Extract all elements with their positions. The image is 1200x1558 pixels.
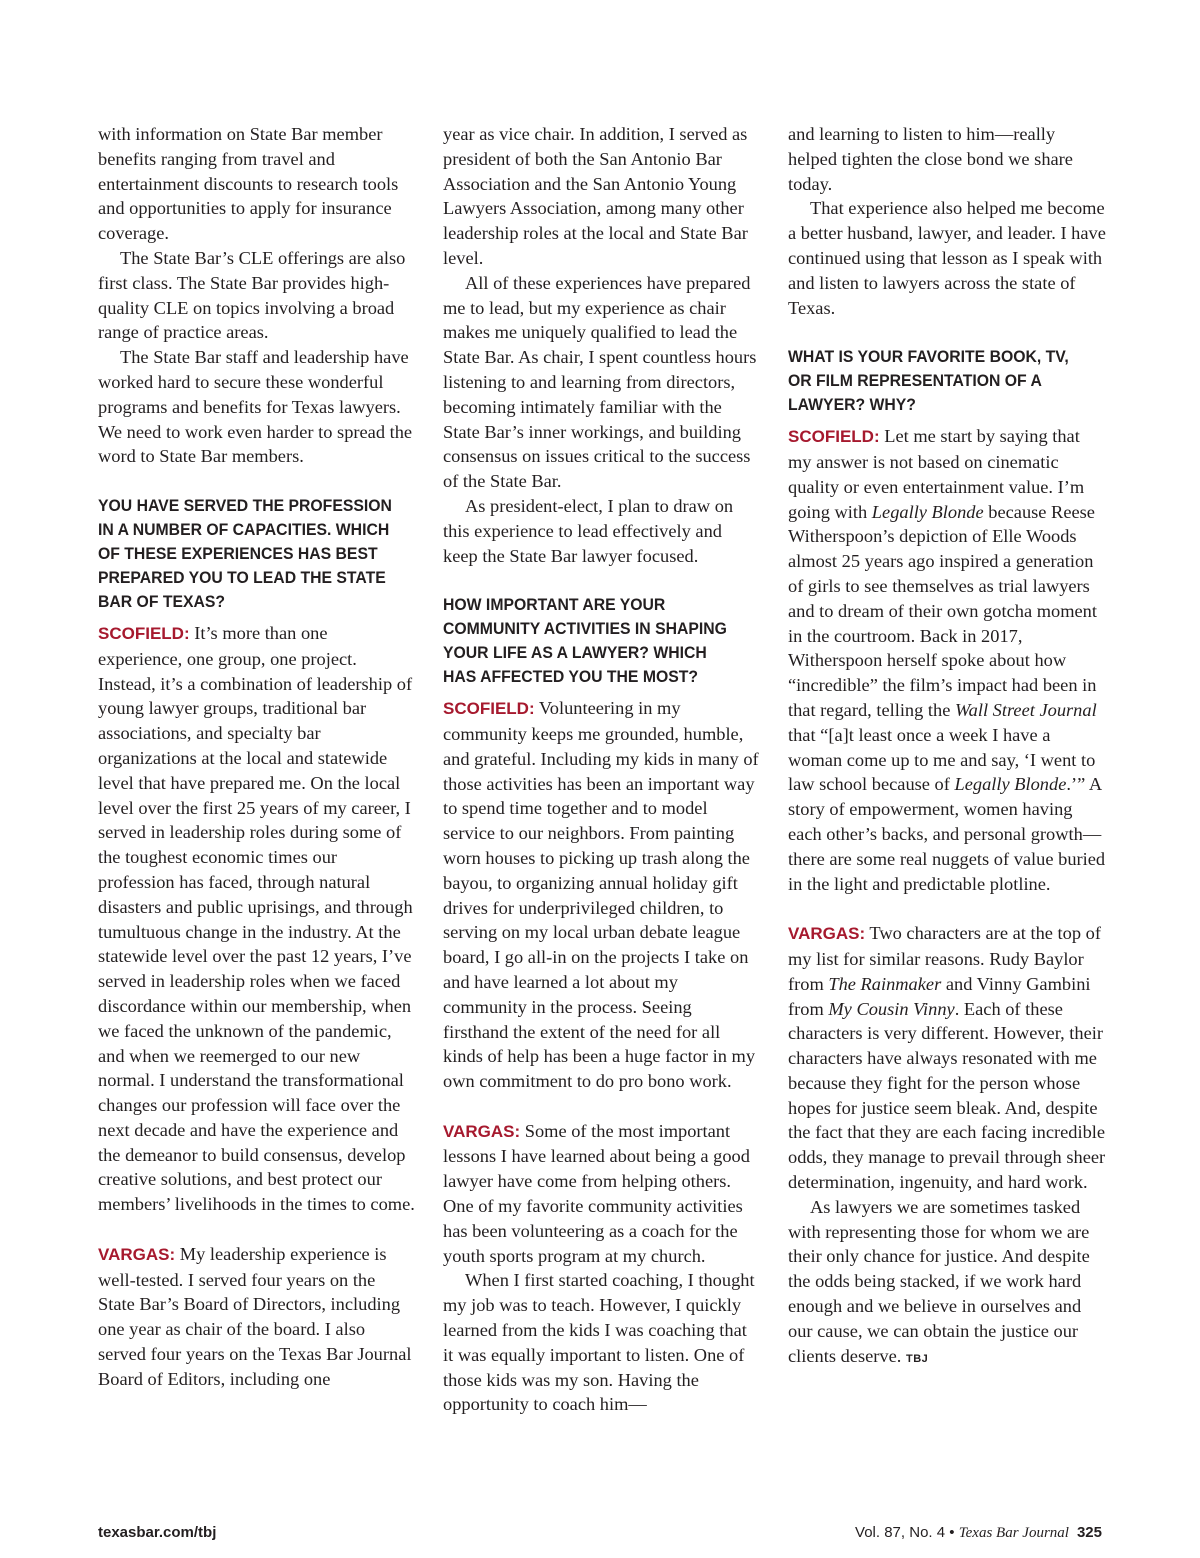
- column-2: [443, 122, 761, 1417]
- question-heading: WHAT IS YOUR FAVORITE BOOK, TV, OR FILM REPRESENTATION OF A LAWYER? WHY?: [788, 347, 1069, 415]
- film-title: Legally Blonde: [954, 774, 1067, 795]
- speaker-label: VARGAS:: [98, 1244, 176, 1264]
- closing-text: As lawyers we are sometimes tasked with representing those for whom we are their only chance for justice. And despite the odds being stacked, if we work hard enough and we believe in ourselves and our cause, we can obtain the justice our clients deserve.: [788, 1196, 1090, 1366]
- body-paragraph: The State Bar’s CLE offerings are also first class. The State Bar provides high-quality CLE on topics involving a broad range of practice areas.: [98, 247, 406, 343]
- speaker-label: SCOFIELD:: [443, 699, 535, 719]
- answer-text: Volunteering in my community keeps me grounded, humble, and grateful. Including my kids in many of those activities has been an important way to spend time together and to model service to our neighbors. From painting worn houses to picking up trash along the bayou, to organizing annual holiday gift drives for underprivileged children, to serving on my local urban debate league board, I go all-in on the projects I take on and have learned a lot about my community in the process. Seeing firsthand the extent of the need for all kinds of help has been a huge factor in my own commitment to do pro bono work.: [443, 698, 759, 1092]
- body-paragraph: All of these experiences have prepared me to lead, but my experience as chair makes me uniquely qualified to lead the State Bar. As chair, I spent countless hours listening to and learning from directors, becoming intimately familiar with the State Bar’s inner workings, and building consensus on issues critical to the success of the State Bar.: [443, 272, 757, 492]
- speaker-label: VARGAS:: [443, 1121, 521, 1141]
- answer-text: that “[a]t least once a week I have a woman come up to me and say, ‘I went to law school because of: [788, 724, 1096, 795]
- answer-text: . Each of these characters is very different. However, their characters have always resonated with me because they fight for the person whose hopes for justice seem bleak. And, despite the fact that they are each facing incredible odds, they manage to prevail through sheer determination, ingenuity, and hard work.: [788, 998, 1106, 1193]
- column-3: [788, 122, 1106, 1371]
- answer-paragraph: [788, 424, 1106, 896]
- answer-paragraph: [443, 696, 761, 1094]
- body-paragraph: The State Bar staff and leadership have worked hard to secure these wonderful programs and benefits for Texas lawyers. We need to work even harder to spread the word to State Bar members.: [98, 347, 413, 467]
- footer-url: texasbar.com/tbj: [98, 1524, 217, 1541]
- answer-text: Let me start by saying that my answer is not based on cinematic quality or even entertainment value. I’m going with: [788, 426, 1085, 522]
- body-paragraph: [788, 1195, 1106, 1372]
- body-paragraph: That experience also helped me become a better husband, lawyer, and leader. I have continued using that lesson as I speak with and listen to lawyers across the state of Texas.: [788, 198, 1106, 318]
- answer-paragraph: [443, 1119, 761, 1269]
- answer-paragraph: [98, 1242, 416, 1392]
- question-heading: HOW IMPORTANT ARE YOUR COMMUNITY ACTIVITIES IN SHAPING YOUR LIFE AS A LAWYER? WHICH HAS AFFECTED YOU THE MOST?: [443, 595, 727, 687]
- body-paragraph: and learning to listen to him—really helped tighten the close bond we share today.: [788, 124, 1073, 194]
- answer-paragraph: [98, 621, 416, 1217]
- body-paragraph: year as vice chair. In addition, I served as president of both the San Antonio Bar Association and the San Antonio Young Lawyers Association, among many other leadership roles at the local and State Bar level.: [443, 124, 748, 268]
- answer-text: Two characters are at the top of my list for similar reasons. Rudy Baylor from: [788, 923, 1101, 994]
- body-paragraph: When I first started coaching, I thought my job was to teach. However, I quickly learned from the kids I was coaching that it was equally important to listen. One of those kids was my son. Having the opportunity to coach him—: [443, 1270, 755, 1415]
- end-mark: TBJ: [905, 1352, 929, 1365]
- answer-text: because Reese Witherspoon’s depiction of Elle Woods almost 25 years ago inspired a generation of girls to see themselves as trial lawyers and to dream of their own gotcha moment in the courtroom. Back in 2017, Witherspoon herself spoke about how “incredible” the film’s impact had been in that regard, telling the: [788, 501, 1097, 720]
- speaker-label: VARGAS:: [788, 924, 866, 944]
- answer-text: It’s more than one experience, one group, one project. Instead, it’s a combination of leadership of young lawyer groups, traditional bar associations, and specialty bar organizations at the local and statewide level that have prepared me. On the local level over the first 25 years of my career, I served in leadership roles during some of the toughest economic times our profession has faced, through natural disasters and public uprisings, and through tumultuous change in the industry. At the statewide level over the past 12 years, I’ve served in leadership roles when we faced discordance within our membership, when we faced the unknown of the pandemic, and when we reemerged to our new normal. I understand the transformational changes our profession will face over the next decade and have the experience and the demeanor to build consensus, develop creative solutions, and best protect our members’ livelihoods in the times to come.: [98, 622, 415, 1215]
- body-paragraph: with information on State Bar member benefits ranging from travel and entertainment discounts to research tools and opportunities to apply for insurance coverage.: [98, 124, 399, 244]
- answer-text: Some of the most important lessons I have learned about being a good lawyer have come from helping others. One of my favorite community activities has been volunteering as a coach for the youth sports program at my church.: [443, 1120, 750, 1266]
- footer-folio: [855, 1524, 1102, 1542]
- journal-name: Texas Bar Journal: [958, 1525, 1069, 1541]
- answer-text: and Vinny Gambini from: [788, 973, 1091, 1019]
- publication-title: Wall Street Journal: [955, 699, 1097, 720]
- film-title: My Cousin Vinny: [828, 998, 955, 1019]
- body-paragraph: As president-elect, I plan to draw on this experience to lead effectively and keep the State Bar lawyer focused.: [443, 495, 734, 566]
- film-title: The Rainmaker: [828, 973, 942, 994]
- question-heading: YOU HAVE SERVED THE PROFESSION IN A NUMBER OF CAPACITIES. WHICH OF THESE EXPERIENCES HAS BEST PREPARED YOU TO LEAD THE STATE BAR OF TEXAS?: [98, 495, 392, 611]
- answer-text: .’” A story of empowerment, women having each other’s backs, and personal growth—there are some real nuggets of value buried in the light and predictable plotline.: [788, 774, 1106, 894]
- speaker-label: SCOFIELD:: [788, 427, 880, 447]
- film-title: Legally Blonde: [871, 501, 984, 522]
- answer-paragraph: [788, 921, 1106, 1195]
- issue-label: Vol. 87, No. 4 •: [855, 1524, 955, 1541]
- answer-text: My leadership experience is well-tested. I served four years on the State Bar’s Board of Directors, including one year as chair of the board. I also served four years on the Texas Bar Journal Board of Editors, including one: [98, 1243, 412, 1389]
- column-1: [98, 122, 416, 1392]
- speaker-label: SCOFIELD:: [98, 623, 190, 643]
- page-number: 325: [1076, 1524, 1102, 1541]
